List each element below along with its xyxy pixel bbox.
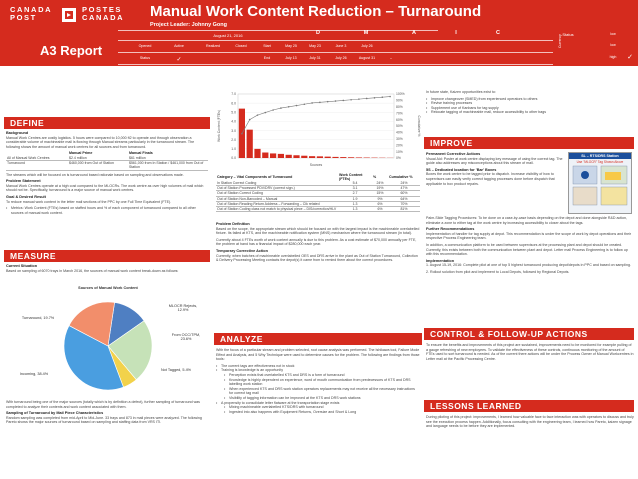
- pareto-y-tick: 0.0: [231, 156, 236, 161]
- background-text: Manual Work Centres are costly logistics. 5 hours were compared to 10,000 ft2 to operate and through observation a considerable volume of machineable mail is flowing through Manual streams particularly in the turnaround stream. The following shows the amount of manual work centres for all sources and from turnaround.: [6, 135, 195, 149]
- pareto-cumulative-point: [241, 133, 243, 135]
- future-intro: In future state, Kaizen opportunities exist to:: [426, 90, 496, 94]
- table-cell: 19%: [372, 186, 388, 191]
- timeline-phase-6: May 23: [309, 44, 321, 48]
- improve-body-2: [426, 216, 634, 277]
- current-text: Based on sampling of 6070 trays in March 2016, the sources of manual work content break-down as follows:: [6, 268, 179, 273]
- table-cell: 6%: [372, 201, 388, 206]
- status-box: [553, 30, 638, 66]
- analyze-section-header: ANALYZE: [214, 333, 422, 345]
- pareto-cumulative-point: [374, 97, 376, 99]
- future-kaizen: [426, 90, 634, 115]
- table-cell: 2.7: [338, 191, 372, 196]
- analyze-intro: With the focus of a particular stream and problem selected, root cause analysis was performed. The Ishikawa tool, Failure Mode Effect and Analysis, and 5 Why Technique were used to determine causes for the problem. The following are findings from those tools:: [216, 348, 420, 362]
- pie-label-occ: From OCC/TPM, 23.6%: [171, 333, 201, 342]
- timeline-status-0: Status: [139, 56, 151, 60]
- impl-heading: Implementation: [426, 258, 455, 263]
- further-text-2: In addition, a communication platform to be used between supervisors at the processing plant and depot should be created. Currently, this exists between both the communication between plant and depot. Letter mail Process Engineering is to follow up with this recommendation.: [426, 242, 628, 257]
- timeline-phase-7: June 3: [335, 44, 347, 48]
- canada-post-logo-icon: [62, 8, 76, 22]
- table-cell: $460,000 from Out of Station: [68, 161, 128, 170]
- pareto-head-3: Cumulative %: [389, 175, 413, 179]
- pareto-bar: [254, 149, 260, 158]
- problem-def-text: Based on the scope, the appropriate stream which should be focused on with the largest impact is the machineable overlabelled fixture. Its failed at KTS, and the machineable notification system (MNS) mechanism where the turnaround stream (in total).: [216, 226, 420, 236]
- poster-title: SL – RTS/DRS Station: [569, 153, 631, 159]
- table-cell: Out of Station Processed PDV/DRV (correct sign.): [216, 186, 338, 191]
- pareto-bar: [356, 157, 362, 158]
- pie-label-incoming: Incoming, 38.4%: [19, 372, 49, 376]
- status-side-label: Currency: [558, 34, 562, 48]
- goal-text: To reduce manual work content in the letter mail sections of the PPC by one Full Time Equivalent (FTE).: [6, 199, 172, 204]
- analyze-column-text: [216, 222, 420, 265]
- table-cell: 15%: [372, 191, 388, 196]
- sampling-text: Random sampling was completed from mid-April to Mid-June. 33 trays and 873 in mail pieces were analyzed. The following Pareto shows the major sources of turnaround based on sampling and staffing data from VRS ITI.: [6, 415, 202, 425]
- status-item-3: high: [609, 55, 617, 59]
- timeline-status-7: July 26: [335, 56, 347, 60]
- pareto-cumulative-point: [327, 101, 329, 103]
- dmaic-phase-i: I: [455, 30, 457, 36]
- pareto-cumulative-line: [242, 97, 390, 134]
- cost-table-head-1: Manual Prime: [69, 151, 93, 156]
- pareto-cumulative-point: [257, 114, 259, 116]
- pareto-cumulative-point: [288, 106, 290, 108]
- pie-chart-title: Sources of Manual Work Content: [78, 286, 138, 290]
- status-label: Status: [562, 32, 574, 37]
- pareto-x-label: Sources: [309, 163, 323, 167]
- status-check-icon: ✓: [627, 54, 633, 61]
- current-heading: Current Situation: [6, 264, 38, 268]
- poster-photo-icon: [569, 164, 631, 208]
- pareto-y-tick: 1.0: [231, 147, 236, 152]
- pareto-bar: [348, 157, 354, 158]
- table-cell: 3.1: [338, 186, 372, 191]
- project-lead: Project Leader: Johnny Gong: [150, 22, 228, 28]
- pareto-cumulative-point: [280, 107, 282, 109]
- counter-text: Currently, when batches of machineable overlabelled OES and DRS arrive in the plant as Out of Station Turnaround, Collection & Delivery Processing Meeting contacts the depot(s) it came from to remind them about the correct procedures.: [216, 253, 418, 263]
- pca-text: Visual Aid: Poster at work centre displaying key message of using the correct tag. The guide also addresses any misconceptions about this stream of mail.: [426, 156, 563, 166]
- pareto-cumulative-point: [272, 109, 274, 111]
- finding-3: • A propensity to consolidate letter flatware at the transportation stage exists: [216, 401, 420, 406]
- pareto-bar: [325, 157, 331, 158]
- pareto-y2-tick: 70%: [396, 111, 403, 116]
- timeline-status-9: –: [390, 56, 392, 60]
- counter-heading: Temporary Corrective Action: [216, 248, 268, 253]
- canada-post-logo: [4, 3, 125, 37]
- dmaic-phase-m: M: [363, 30, 369, 36]
- finding-2b: • Knowledge is highly dependent on experience, word of mouth communication from predecessors of KTS and DRS labelling work station: [224, 378, 420, 387]
- finding-2a: • Perception exists that overlabelled KTS and DRS is a form of turnaround: [224, 373, 420, 378]
- timeline-phase-8: July 26: [361, 44, 373, 48]
- logo-line-3: POSTES: [82, 5, 123, 14]
- timeline-phase-3: Closed: [235, 44, 247, 48]
- improve-section-header: IMPROVE: [424, 137, 634, 149]
- further-heading: Further Recommendations: [426, 227, 475, 232]
- table-cell: $61 million: [128, 156, 208, 161]
- table-cell: 47%: [388, 186, 420, 191]
- status-item-1: low: [610, 32, 616, 36]
- timeline-status-8: August 31: [358, 56, 376, 60]
- pareto-head-0: Category – Vital Components of Turnaround: [217, 175, 293, 179]
- measure-body: [6, 400, 208, 427]
- pareto-table: [216, 173, 420, 212]
- pareto-bar: [286, 155, 292, 158]
- pareto-y-tick: 3.0: [231, 128, 236, 133]
- pareto-y2-tick: 60%: [396, 117, 403, 122]
- status-item-2: low: [610, 43, 616, 47]
- table-cell: In Station Correct Coding: [216, 181, 338, 186]
- dedicated-heading: 5S – Dedicated location for 'Bar' Boxes: [426, 167, 497, 172]
- finding-2d: • Visibility of tagging information can be improved at the KTS and DRS work stations: [224, 396, 420, 401]
- background-heading: Background: [6, 131, 29, 135]
- report-header: [0, 0, 638, 66]
- impl-step-1: 1. August 15-19, 2016: Complete pilot at one of top 5 highest turnaround producing depot/depots in PPC and based on sampling.: [426, 263, 631, 268]
- pareto-chart: [214, 90, 422, 172]
- measure-section-header: MEASURE: [4, 250, 210, 262]
- table-cell: Out of Station Non-Barcoded – Manual: [216, 196, 338, 201]
- pareto-cumulative-point: [319, 102, 321, 104]
- finding-3a: • Mixing machineable overlabelled KTS/DRS with turnaround: [224, 405, 420, 410]
- report-type-label: A3 Report: [40, 43, 103, 58]
- pareto-y2-label: Cumulative %: [417, 115, 421, 137]
- control-text: To ensure the benefits and improvements of this project are sustained, improvements need to be monitored for example pulling of a gauge refreshing of new employees. To validate the effectiveness of these controls, continuous monitoring of the amount of FTEs used to sort turnaround is needed. As of the current there actions will be under the Process Owner of Manual Workcentres in Letter mail at the Pacific Processing Centre.: [426, 343, 634, 361]
- timeline-phase-1: Active: [174, 44, 184, 48]
- stream-note: The streams which will be focused on is turnaround based rationale based on sampling and observations made.: [6, 172, 184, 177]
- pareto-bar: [332, 157, 338, 158]
- timeline-status-4: End: [263, 56, 271, 60]
- timeline-status-5: July 13: [285, 56, 297, 60]
- pareto-cumulative-point: [311, 102, 313, 104]
- table-cell: 64%: [388, 196, 420, 201]
- pie-chart-area: [8, 286, 208, 396]
- table-cell: 6%: [372, 207, 388, 212]
- pie-label-not-tagged: Not Tagged, 5.4%: [160, 368, 192, 372]
- pie-label-mlocr: MLOCR Rejects, 12.9%: [168, 304, 198, 313]
- table-cell: 1.3: [338, 207, 372, 212]
- pareto-y2-tick: 80%: [396, 105, 403, 109]
- dmaic-phase-d: D: [316, 30, 320, 36]
- pareto-y-tick: 7.0: [231, 92, 236, 97]
- pareto-cumulative-point: [265, 112, 267, 114]
- poster-subtitle: Use "MLOCR" Tag Shown Above: [576, 160, 624, 164]
- timeline-status-6: July 31: [309, 56, 321, 60]
- timeline-phase-5: May 25: [285, 44, 297, 48]
- pareto-cumulative-point: [389, 96, 391, 98]
- logo-line-2: POST: [10, 13, 37, 22]
- pareto-bar: [293, 155, 299, 158]
- define-section-header: DEFINE: [4, 117, 210, 129]
- pareto-y2-tick: 90%: [396, 98, 403, 103]
- table-cell: 5.4: [338, 181, 372, 186]
- kaizen-3: • Supplement use of Kanbans for tag supply: [426, 106, 634, 111]
- manual-cost-table: [6, 151, 208, 170]
- pareto-cumulative-point: [343, 100, 345, 102]
- pareto-y-tick: 4.0: [231, 119, 236, 124]
- cost-table-head-2: Manual Finals: [129, 151, 153, 156]
- define-body: [6, 131, 208, 215]
- pareto-y-tick: 6.0: [231, 101, 236, 106]
- table-row: [216, 207, 420, 212]
- pareto-cumulative-point: [382, 96, 384, 98]
- timeline-status-1: ✓: [176, 57, 182, 63]
- kaizen-1: • Improve changeover (SMED) from experienced operators to others: [426, 97, 634, 102]
- analyze-body: [216, 348, 420, 414]
- page-title: Manual Work Content Reduction – Turnaround: [150, 3, 482, 20]
- kaizen-2: • Revise training processes: [426, 101, 634, 106]
- pareto-bar: [317, 156, 323, 158]
- table-cell: Out of Station Correct Coding: [216, 191, 338, 196]
- finding-3b: • Ingested into also happens with Equipment Returns, Oversize and Short & Long: [224, 410, 420, 415]
- pareto-y-label: Work Content (FTEs): [217, 110, 221, 142]
- table-cell: Turnaround: [6, 161, 68, 170]
- pareto-plot-frame: [238, 94, 394, 158]
- pareto-cumulative-point: [335, 100, 337, 102]
- table-cell: 1.3: [338, 201, 372, 206]
- after-chart-text: With turnaround being one of the major sources (totally which is by definition a defect), further sampling of turnaround was completed to analyze their contents and work content associated with them.: [6, 400, 200, 409]
- pareto-bar: [278, 154, 284, 158]
- pareto-head-1: Work Content (FTEs): [339, 173, 363, 181]
- pareto-cumulative-point: [304, 103, 306, 105]
- table-cell: Out of Station Reading Return Address – Forwarding – Clk related: [216, 201, 338, 206]
- pareto-bar: [301, 156, 307, 158]
- poster-image: [568, 152, 632, 214]
- pareto-y2-tick: 40%: [396, 130, 403, 135]
- lessons-body: [426, 415, 634, 431]
- finding-1: • The current tags are effectiveness not in stock: [216, 364, 420, 369]
- problem-def-text-2: Currently about 4 FTEs worth of work content annually is due to this problem. As a cost estimate of $70,000 annually per FTE, the problem at hand has a financial impact of $280,000 each year.: [216, 237, 417, 247]
- pareto-y-tick: 5.0: [231, 110, 236, 115]
- palm-slide-text: Palm-Slide Tagging Procedures: To be done on a case-by-case basis depending on the depot and done alongside R&D action, eliminate a zone to either tag at the work centre by increasing accessibility to closer about the tags.: [426, 216, 628, 225]
- pareto-bar: [309, 156, 315, 158]
- finding-2c: • When experienced KTS and DRS work station operators replacements may not receive all the necessary instructions for correct tag mail: [224, 387, 420, 396]
- problem-text: Manual Work Centres operate at a high cost compared to the MLOCRs. The work centre as over high volumes of mail which should not be. Specifically, turnaround is a major source of manual work centres.: [6, 183, 204, 193]
- timeline-phase-0: Opened: [138, 44, 152, 48]
- control-body: [426, 343, 634, 363]
- pareto-y-tick: 2.0: [231, 137, 236, 142]
- pareto-cumulative-point: [350, 99, 352, 101]
- pareto-bar: [270, 153, 276, 158]
- dmaic-phase-a: A: [412, 30, 416, 36]
- metrics-item: • Metrics: Work Content (FTEs) based on staffed hours and % of each component of turnaround compared to all other sources of manual work content.: [6, 206, 208, 215]
- table-cell: 60%: [388, 191, 420, 196]
- problem-def-heading: Problem Definition: [216, 222, 250, 226]
- pareto-cumulative-point: [249, 119, 251, 121]
- table-cell: 24%: [388, 181, 420, 186]
- logo-line-4: CANADA: [82, 13, 125, 22]
- table-cell: 81%: [388, 207, 420, 212]
- table-cell: 70%: [388, 201, 420, 206]
- pareto-y2-tick: 30%: [396, 137, 403, 141]
- table-cell: Out of Station Coding class not match to physical piece – DIS/correction/HLV: [217, 207, 337, 212]
- problem-heading: Problem Statement: [6, 179, 41, 184]
- pareto-bar: [262, 153, 268, 158]
- further-text: Implementation of handler for tag supply at depot. This recommendation is under the scope of work by depot operations and their respective Process Engineering team.: [426, 231, 632, 241]
- table-cell: 1.9: [338, 196, 372, 201]
- sampling-heading: Sampling of Turnaround by Mail Piece Characteristics: [6, 411, 104, 416]
- kaizen-4: • Relocate tagging of machineable mail, reduce accessibility to other bags: [426, 110, 634, 115]
- table-cell: 24%: [372, 181, 388, 186]
- pareto-y2-tick: 0%: [396, 156, 401, 161]
- lessons-text: During piloting of this project: improvements, I learned how valuable face to face interaction was with operators to discuss and truly see the execution process happen. Additionally, focus consulting with the engineering team, I learned how Pareto, kaizen signage and language needs to be before they are implemented.: [426, 415, 634, 429]
- dmaic-phase-c: C: [496, 30, 500, 36]
- timeline-date-range: August 21, 2016: [213, 33, 243, 38]
- table-cell: 9%: [372, 196, 388, 201]
- improve-body: [426, 152, 566, 188]
- pareto-y2-tick: 50%: [396, 124, 403, 129]
- pareto-y2-tick: 100%: [396, 92, 405, 97]
- logo-line-1: CANADA: [10, 5, 53, 14]
- timeline-phase-2: Realized: [206, 44, 220, 48]
- dedicated-text: Boxes the work centre to be tagged prior to dispatch. Increase visibility of how to supervisors can easily verify correct tagging processes done before dispatch that applicable to box product repairs.: [426, 172, 555, 186]
- pareto-cumulative-point: [296, 105, 298, 107]
- pca-heading: Permanent Corrective Actions: [426, 152, 481, 156]
- pareto-bar: [340, 157, 346, 158]
- timeline-phase-4: Start: [263, 44, 271, 48]
- pie-label-turnaround: Turnaround, 19.7%: [21, 316, 55, 320]
- goal-heading: Goal & Desired Result: [6, 194, 46, 199]
- pareto-cumulative-point: [366, 98, 368, 100]
- measure-intro: [6, 264, 208, 275]
- pareto-cumulative-point: [358, 98, 360, 100]
- table-cell: All of Manual Work Centres: [6, 156, 68, 161]
- finding-2: • Training is knowledge is an opportunity: [216, 368, 420, 373]
- impl-step-2: 2. Rollout solution from pilot and implement to Local Depots, followed by Regional Depots.: [426, 269, 570, 274]
- table-cell: $561,000 from In Station / $461,000 from Out of Station: [128, 161, 208, 170]
- table-row: [6, 161, 208, 170]
- pareto-bar: [247, 130, 253, 158]
- control-section-header: CONTROL & FOLLOW-UP ACTIONS: [424, 328, 634, 340]
- lessons-section-header: LESSONS LEARNED: [424, 400, 634, 412]
- pareto-y2-tick: 10%: [396, 149, 403, 154]
- pareto-y2-tick: 20%: [396, 143, 403, 148]
- table-cell: $2.4 million: [68, 156, 128, 161]
- pareto-head-2: %: [373, 175, 377, 179]
